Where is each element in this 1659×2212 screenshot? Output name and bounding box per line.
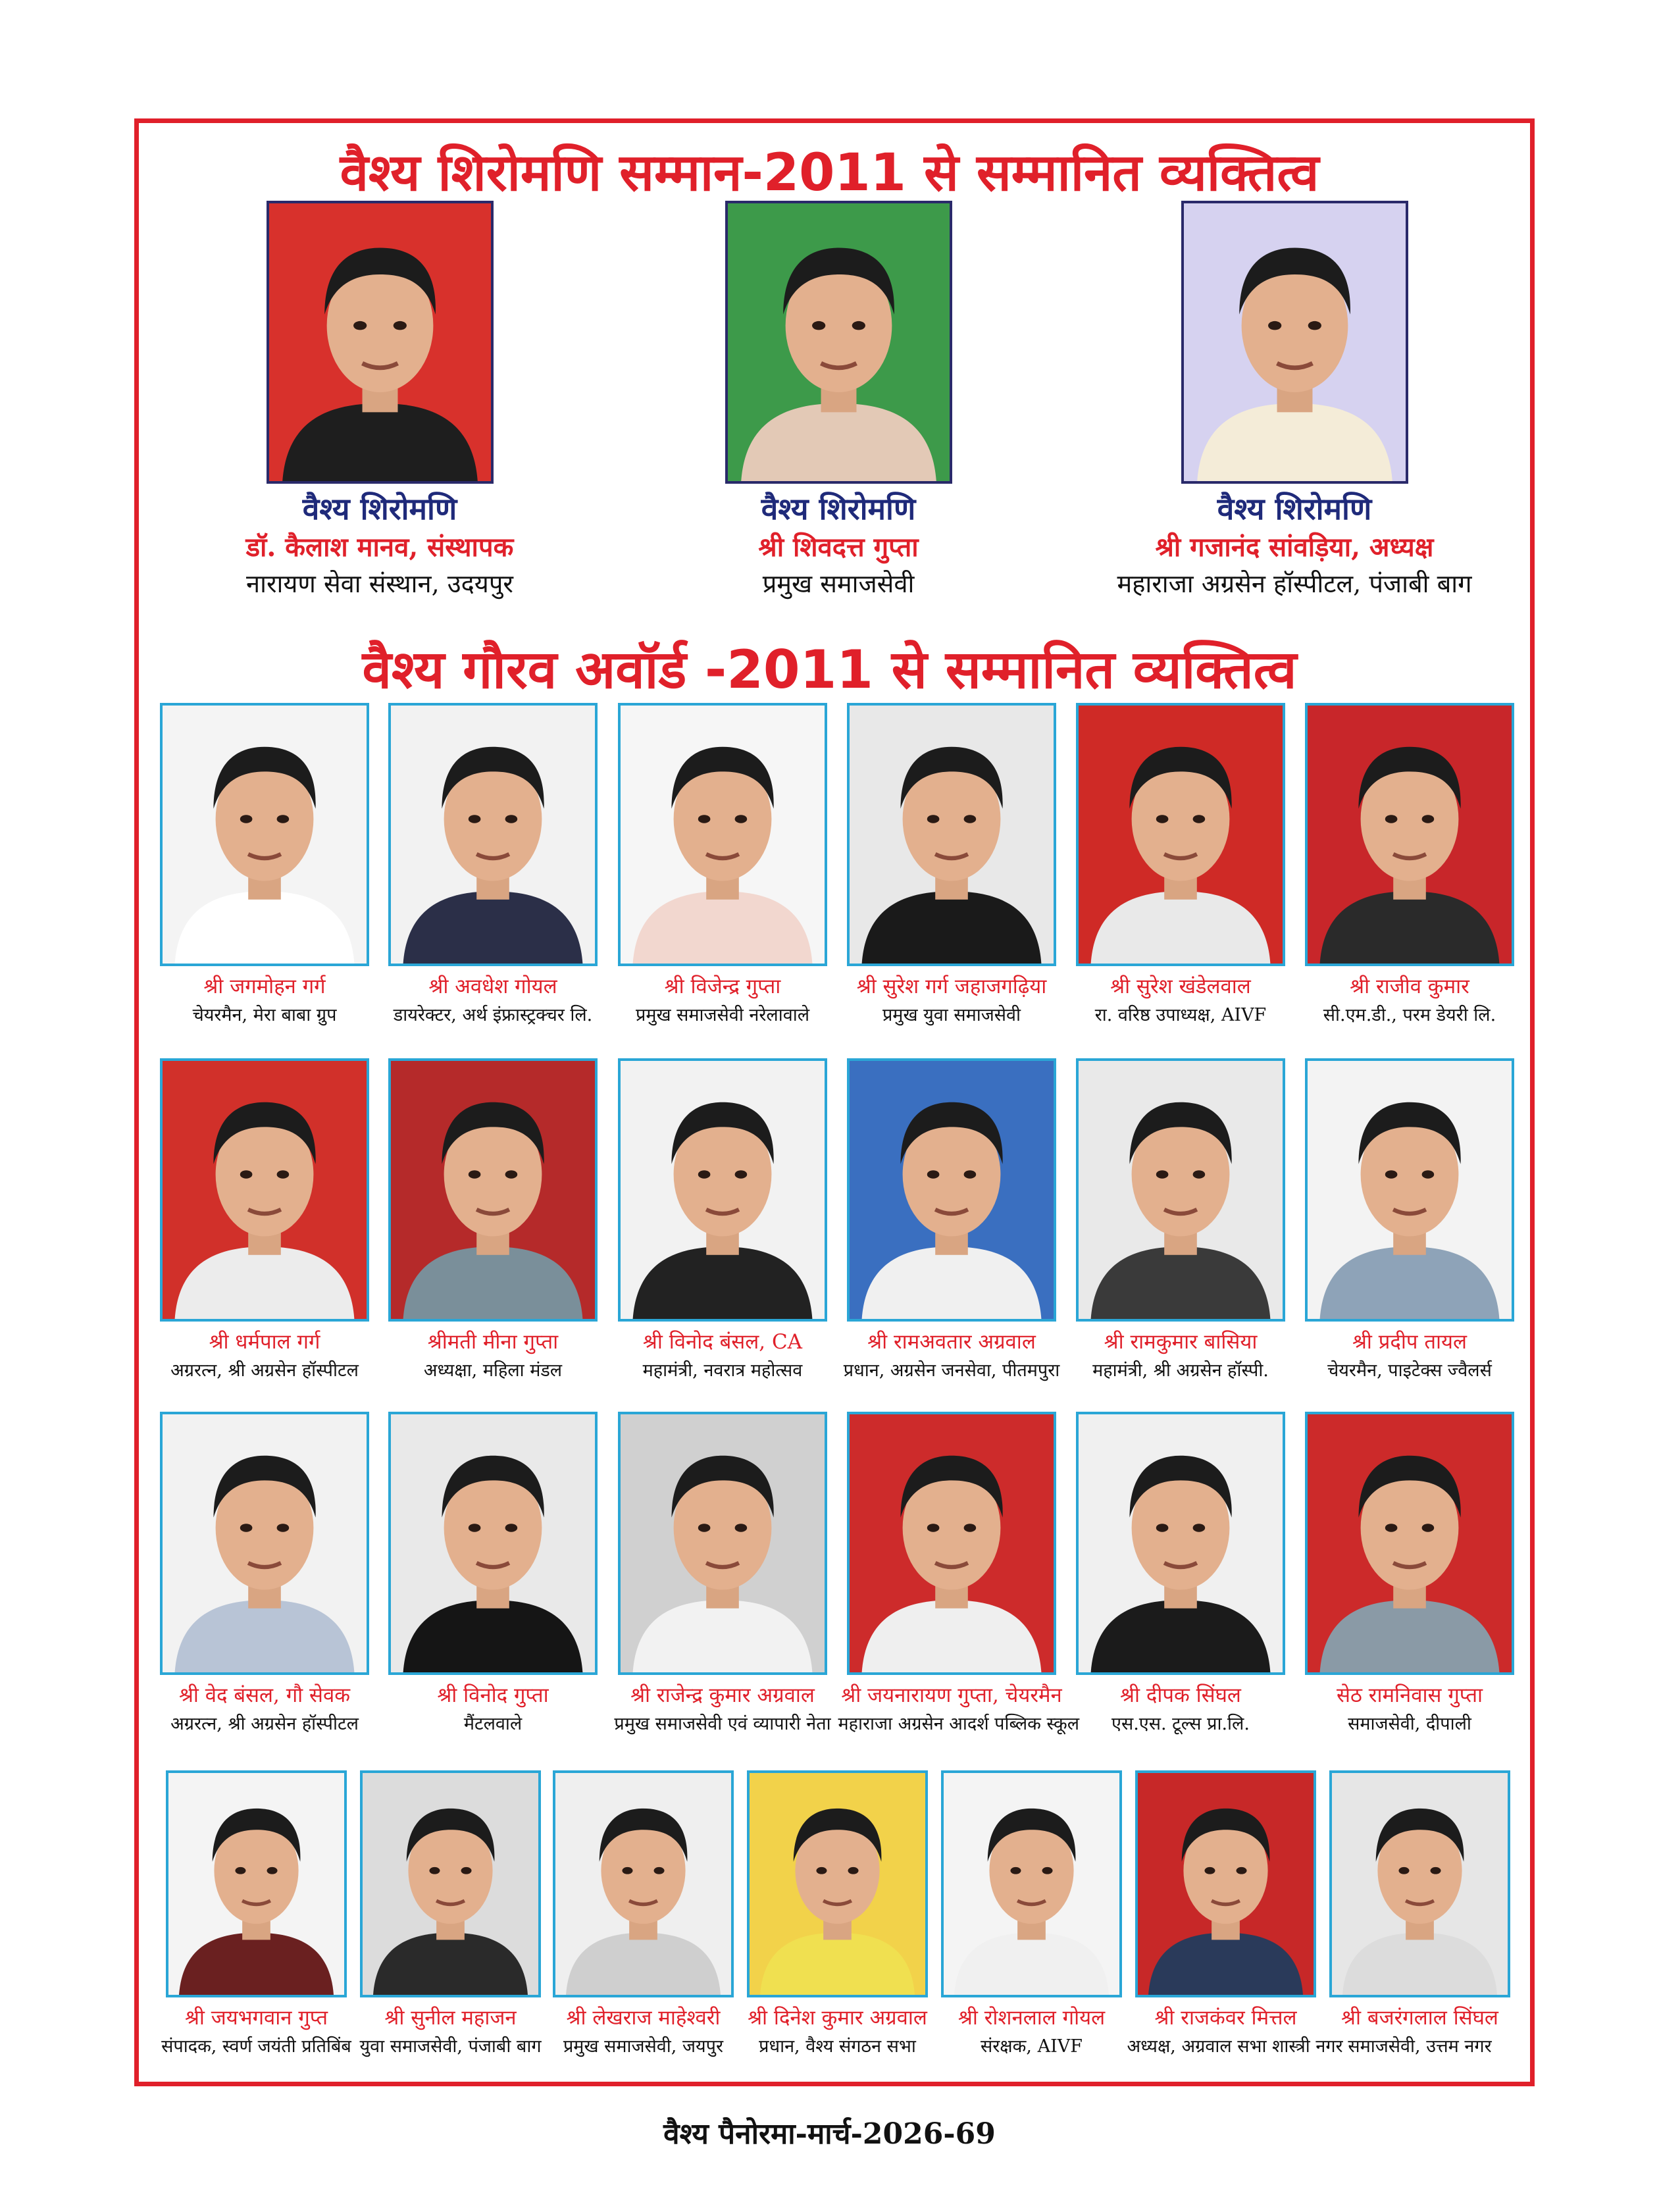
honoree-description: संपादक, स्वर्ण जयंती प्रतिबिंब <box>161 2036 351 2057</box>
honoree-caption <box>838 971 1065 1029</box>
portrait-photo <box>621 706 825 964</box>
honoree-description: चेयरमैन, पाइटेक्स ज्वैलर्स <box>1327 1360 1492 1381</box>
honoree-name: श्री राजीव कुमार <box>1350 975 1469 998</box>
honoree-description: प्रधान, वैश्य संगठन सभा <box>759 2036 916 2057</box>
portrait-photo <box>850 1414 1054 1672</box>
honoree-name: श्री दीपक सिंघल <box>1120 1684 1241 1707</box>
honoree-name: श्रीमती मीना गुप्ता <box>427 1330 559 1354</box>
honoree-caption <box>609 1680 836 1738</box>
honoree-caption <box>609 971 836 1029</box>
honoree-description: सी.एम.डी., परम डेयरी लि. <box>1323 1005 1496 1025</box>
portrait-photo <box>1079 706 1283 964</box>
honoree-description: प्रमुख युवा समाजसेवी <box>882 1005 1021 1025</box>
award-honoree-photo <box>388 703 598 966</box>
award-honoree-photo <box>1329 1770 1510 1997</box>
top-honoree-photo <box>725 201 952 484</box>
honoree-caption <box>380 971 607 1029</box>
gaurav-heading: वैश्य गौरव अवॉर्ड -2011 से सम्मानित व्यक्तित्व <box>362 639 1297 700</box>
honoree-caption <box>1321 2003 1519 2061</box>
honoree-caption <box>158 2003 355 2061</box>
award-honoree-photo <box>618 1058 827 1322</box>
honoree-name: श्री जयनारायण गुप्ता, चेयरमैन <box>841 1684 1062 1707</box>
honoree-description: अध्यक्ष, अग्रवाल सभा शास्त्री नगर <box>1127 2036 1343 2057</box>
award-honoree-photo <box>847 1058 1056 1322</box>
honoree-name: श्री धर्मपाल गर्ग <box>209 1330 320 1354</box>
award-honoree-photo <box>1076 1412 1285 1675</box>
portrait-photo <box>391 1414 595 1672</box>
honoree-caption <box>151 971 378 1029</box>
honoree-name: श्री वेद बंसल, गौ सेवक <box>178 1684 351 1707</box>
honoree-caption <box>1296 1680 1523 1738</box>
portrait-photo <box>555 1773 731 1995</box>
award-honoree-photo <box>388 1058 598 1322</box>
shiromani-heading: वैश्य शिरोमणि सम्मान-2011 से सम्मानित व्यक्तित्व <box>340 143 1319 203</box>
portrait-photo <box>1332 1773 1508 1995</box>
honoree-name: श्री सुरेश खंडेलवाल <box>1110 975 1251 998</box>
top-honoree-photo <box>267 201 494 484</box>
honoree-description: प्रमुख समाजसेवी, जयपुर <box>563 2036 724 2057</box>
portrait-photo <box>391 1061 595 1319</box>
award-honoree-photo <box>618 1412 827 1675</box>
honoree-description: अग्ररत्न, श्री अग्रसेन हॉस्पीटल <box>170 1360 359 1381</box>
portrait-photo <box>944 1773 1119 1995</box>
award-honoree-photo <box>847 1412 1056 1675</box>
honoree-name: सेठ रामनिवास गुप्ता <box>1336 1684 1483 1707</box>
portrait-photo <box>363 1773 538 1995</box>
honoree-name: श्री रामकुमार बासिया <box>1104 1330 1258 1354</box>
portrait-photo <box>621 1061 825 1319</box>
honoree-caption <box>628 488 1049 602</box>
honoree-description: रा. वरिष्ठ उपाध्यक्ष, AIVF <box>1094 1005 1267 1025</box>
honoree-name: श्री शिवदत्त गुप्ता <box>758 532 919 563</box>
honoree-description: प्रमुख समाजसेवी <box>762 569 915 598</box>
award-honoree-photo <box>1076 703 1285 966</box>
portrait-photo <box>163 706 367 964</box>
portrait-photo <box>1308 1414 1512 1672</box>
honoree-caption <box>1067 1327 1294 1385</box>
portrait-photo <box>1138 1773 1314 1995</box>
award-honoree-photo <box>1305 1412 1514 1675</box>
award-honoree-photo <box>166 1770 347 1997</box>
honoree-description: प्रमुख समाजसेवी एवं व्यापारी नेता <box>614 1714 831 1734</box>
honoree-name: श्री जयभगवान गुप्त <box>184 2006 328 2030</box>
honoree-caption <box>169 488 590 602</box>
honoree-name: श्री गजानंद सांवड़िया, अध्यक्ष <box>1155 532 1434 563</box>
honoree-name: श्री दिनेश कुमार अग्रवाल <box>748 2006 927 2030</box>
honoree-caption <box>838 1680 1080 1738</box>
page-footer: वैश्य पैनोरमा-मार्च-2026-69 <box>663 2117 996 2151</box>
award-honoree-photo <box>847 703 1056 966</box>
honoree-title: वैश्य शिरोमणि <box>761 491 916 527</box>
honoree-name: श्री विजेन्द्र गुप्ता <box>664 975 781 998</box>
honoree-caption <box>609 1327 836 1385</box>
honoree-name: श्री अवधेश गोयल <box>428 975 557 998</box>
portrait-photo <box>1308 706 1512 964</box>
honoree-title: वैश्य शिरोमणि <box>1217 491 1372 527</box>
honoree-description: नारायण सेवा संस्थान, उदयपुर <box>246 569 513 598</box>
award-honoree-photo <box>553 1770 734 1997</box>
honoree-description: अग्ररत्न, श्री अग्रसेन हॉस्पीटल <box>170 1714 359 1734</box>
award-honoree-photo <box>747 1770 928 1997</box>
honoree-name: श्री रोशनलाल गोयल <box>957 2006 1106 2030</box>
portrait-photo <box>1079 1061 1283 1319</box>
honoree-description: चेयरमैन, मेरा बाबा ग्रुप <box>192 1005 337 1025</box>
honoree-name: श्री सुनील महाजन <box>384 2006 517 2030</box>
honoree-name: श्री जगमोहन गर्ग <box>203 975 326 998</box>
top-honoree-photo <box>1181 201 1408 484</box>
portrait-photo <box>850 706 1054 964</box>
portrait-photo <box>163 1061 367 1319</box>
honoree-name: श्री लेखराज माहेश्वरी <box>566 2006 721 2030</box>
portrait-photo <box>1079 1414 1283 1672</box>
portrait-photo <box>1308 1061 1512 1319</box>
honoree-description: समाजसेवी, दीपाली <box>1348 1714 1471 1734</box>
honoree-description: एस.एस. टूल्स प्रा.लि. <box>1111 1714 1250 1734</box>
portrait-photo <box>163 1414 367 1672</box>
honoree-caption <box>1296 971 1523 1029</box>
portrait-photo <box>850 1061 1054 1319</box>
honoree-caption <box>545 2003 742 2061</box>
honoree-caption <box>1067 1680 1294 1738</box>
honoree-description: प्रधान, अग्रसेन जनसेवा, पीतमपुरा <box>843 1360 1060 1381</box>
honoree-description: महामंत्री, श्री अग्रसेन हॉस्पी. <box>1092 1360 1269 1381</box>
honoree-caption <box>1296 1327 1523 1385</box>
honoree-description: प्रमुख समाजसेवी नरेलावाले <box>635 1005 810 1025</box>
honoree-name: श्री रामअवतार अग्रवाल <box>867 1330 1036 1354</box>
honoree-caption <box>838 1327 1065 1385</box>
award-honoree-photo <box>388 1412 598 1675</box>
portrait-photo <box>391 706 595 964</box>
honoree-name: श्री राजेन्द्र कुमार अग्रवाल <box>630 1684 815 1707</box>
award-honoree-photo <box>941 1770 1122 1997</box>
honoree-name: श्री सुरेश गर्ग जहाजगढ़िया <box>856 975 1047 998</box>
honoree-name: श्री प्रदीप तायल <box>1352 1330 1468 1354</box>
honoree-description: महाराजा अग्रसेन आदर्श पब्लिक स्कूल <box>838 1714 1080 1734</box>
award-honoree-photo <box>1135 1770 1316 1997</box>
portrait-photo <box>621 1414 825 1672</box>
award-honoree-photo <box>160 1058 369 1322</box>
honoree-description: डायरेक्टर, अर्थ इंफ्रास्ट्रक्चर लि. <box>393 1005 593 1025</box>
honoree-caption <box>151 1680 378 1738</box>
honoree-description: अध्यक्षा, महिला मंडल <box>423 1360 563 1381</box>
portrait-photo <box>728 203 950 481</box>
honoree-caption <box>1084 488 1505 602</box>
honoree-description: महाराजा अग्रसेन हॉस्पीटल, पंजाबी बाग <box>1117 569 1472 598</box>
honoree-caption <box>739 2003 936 2061</box>
honoree-description: युवा समाजसेवी, पंजाबी बाग <box>359 2036 542 2057</box>
honoree-name: श्री विनोद बंसल, CA <box>642 1330 803 1354</box>
award-honoree-photo <box>1305 1058 1514 1322</box>
honoree-caption <box>1067 971 1294 1029</box>
award-honoree-photo <box>1305 703 1514 966</box>
honoree-title: वैश्य शिरोमणि <box>302 491 457 527</box>
honoree-description: महामंत्री, नवरात्र महोत्सव <box>642 1360 803 1381</box>
award-honoree-photo <box>1076 1058 1285 1322</box>
portrait-photo <box>269 203 491 481</box>
honoree-caption <box>352 2003 549 2061</box>
honoree-caption <box>380 1327 607 1385</box>
award-honoree-photo <box>160 1412 369 1675</box>
honoree-caption <box>1127 2003 1343 2061</box>
award-honoree-photo <box>360 1770 541 1997</box>
honoree-caption <box>380 1680 607 1738</box>
honoree-name: श्री राजकंवर मित्तल <box>1154 2006 1297 2030</box>
award-honoree-photo <box>160 703 369 966</box>
honoree-name: डॉ. कैलाश मानव, संस्थापक <box>245 532 514 563</box>
honoree-caption <box>151 1327 378 1385</box>
honoree-description: संरक्षक, AIVF <box>981 2036 1083 2057</box>
portrait-photo <box>168 1773 344 1995</box>
honoree-name: श्री बजरंगलाल सिंघल <box>1341 2006 1498 2030</box>
portrait-photo <box>1184 203 1406 481</box>
portrait-photo <box>750 1773 925 1995</box>
honoree-description: समाजसेवी, उत्तम नगर <box>1348 2036 1492 2057</box>
award-honoree-photo <box>618 703 827 966</box>
honoree-name: श्री विनोद गुप्ता <box>437 1684 549 1707</box>
honoree-description: मैंटलवाले <box>463 1714 523 1734</box>
honoree-caption <box>933 2003 1131 2061</box>
